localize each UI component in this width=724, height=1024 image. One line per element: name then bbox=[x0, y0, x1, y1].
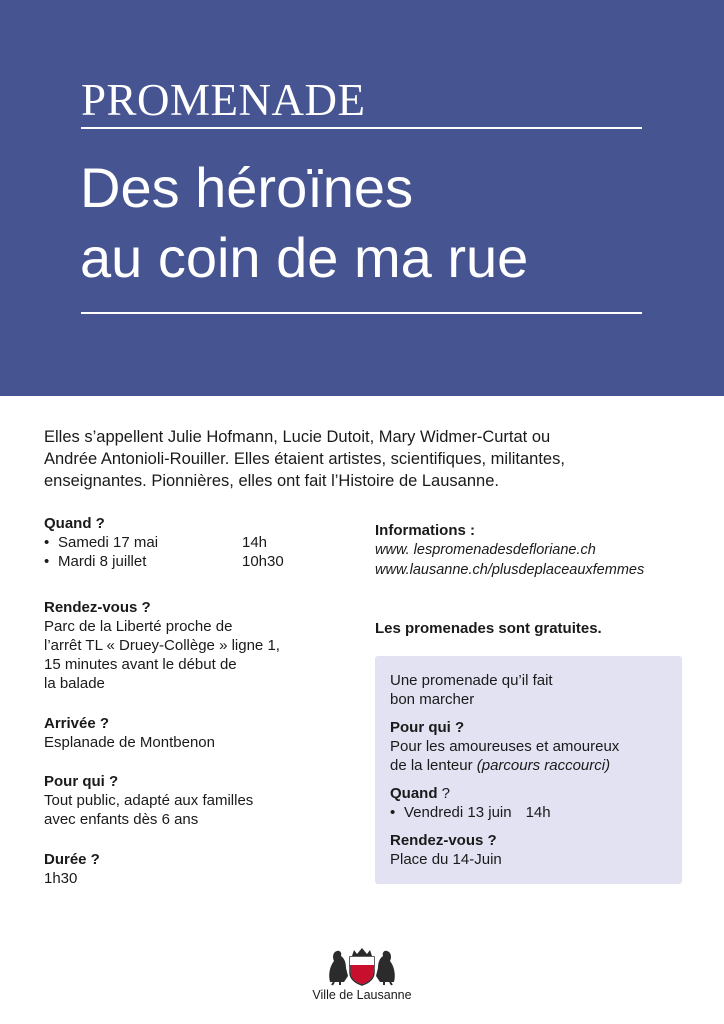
box-intro-line-2: bon marcher bbox=[390, 691, 475, 708]
schedule-time: 10h30 bbox=[242, 553, 284, 570]
header-banner bbox=[0, 0, 724, 396]
arrivee-heading: Arrivée ? bbox=[44, 715, 110, 732]
free-note: Les promenades sont gratuites. bbox=[375, 620, 602, 637]
arrivee-text: Esplanade de Montbenon bbox=[44, 734, 215, 751]
intro-line-2: Andrée Antonioli-Rouiller. Elles étaient artistes, scientifiques, militantes, bbox=[44, 450, 565, 468]
section-quand bbox=[44, 514, 284, 571]
informations-section bbox=[375, 521, 705, 580]
box-quand-heading bbox=[390, 784, 675, 803]
box-rdv-heading: Rendez-vous ? bbox=[390, 832, 497, 849]
schedule-row bbox=[44, 552, 284, 571]
quand-heading: Quand ? bbox=[44, 515, 105, 532]
intro-line-1: Elles s’appellent Julie Hofmann, Lucie Dutoit, Mary Widmer-Curtat ou bbox=[44, 428, 551, 446]
duree-heading: Durée ? bbox=[44, 851, 100, 868]
box-schedule-time: 14h bbox=[525, 804, 551, 821]
box-pourqui-plain: de la lenteur bbox=[390, 757, 477, 774]
informations-heading: Informations : bbox=[375, 522, 475, 539]
schedule-day: Samedi 17 mai bbox=[58, 534, 159, 551]
section-arrivee bbox=[44, 714, 215, 752]
pourqui-line: Tout public, adapté aux familles bbox=[44, 792, 254, 809]
info-link-lausanne[interactable]: www.lausanne.ch/plusdeplaceauxfemmes bbox=[375, 562, 645, 578]
box-schedule-day: Vendredi 13 juin bbox=[404, 804, 512, 821]
box-pourqui-heading: Pour qui ? bbox=[390, 719, 465, 736]
intro-paragraph bbox=[44, 426, 704, 492]
pourqui-line: avec enfants dès 6 ans bbox=[44, 811, 199, 828]
bullet-icon: • bbox=[44, 534, 50, 551]
schedule-row bbox=[44, 533, 284, 552]
rendezvous-line: Parc de la Liberté proche de bbox=[44, 618, 233, 635]
duree-text: 1h30 bbox=[44, 870, 78, 887]
section-pourqui bbox=[44, 772, 253, 829]
box-pourqui-line-2 bbox=[390, 756, 675, 775]
main-title bbox=[80, 153, 528, 293]
city-name: Ville de Lausanne bbox=[312, 988, 412, 1002]
bullet-icon: • bbox=[44, 553, 50, 570]
header-rule-bottom bbox=[81, 312, 642, 314]
box-intro-line-1: Une promenade qu’il fait bbox=[390, 672, 553, 689]
box-schedule-row bbox=[390, 803, 675, 822]
rendezvous-line: la balade bbox=[44, 675, 105, 692]
lausanne-coat-of-arms-icon bbox=[322, 946, 402, 986]
rendezvous-line: 15 minutes avant le début de bbox=[44, 656, 237, 673]
main-title-line-1: Des héroïnes bbox=[80, 156, 414, 219]
intro-line-3: enseignantes. Pionnières, elles ont fait l’Histoire de Lausanne. bbox=[44, 472, 499, 490]
box-quand-mark: ? bbox=[437, 785, 451, 802]
section-rendezvous bbox=[44, 598, 280, 693]
section-duree bbox=[44, 850, 100, 888]
box-pourqui-italic: (parcours raccourci) bbox=[476, 757, 611, 774]
box-quand-label: Quand bbox=[390, 785, 438, 802]
box-rdv-text: Place du 14-Juin bbox=[390, 851, 502, 868]
kicker-title: PROMENADE bbox=[81, 75, 366, 125]
box-pourqui-line-1: Pour les amoureuses et amoureux bbox=[390, 738, 620, 755]
schedule-time: 14h bbox=[242, 534, 268, 551]
info-link-floriane[interactable]: www. lespromenadesdefloriane.ch bbox=[375, 542, 596, 558]
schedule-day: Mardi 8 juillet bbox=[58, 553, 147, 570]
bullet-icon: • bbox=[390, 804, 396, 821]
rendezvous-heading: Rendez-vous ? bbox=[44, 599, 151, 616]
header-rule-top bbox=[81, 127, 642, 129]
rendezvous-line: l’arrêt TL « Druey-Collège » ligne 1, bbox=[44, 637, 280, 654]
short-walk-box bbox=[375, 656, 682, 884]
main-title-line-2: au coin de ma rue bbox=[80, 226, 529, 289]
pourqui-heading: Pour qui ? bbox=[44, 773, 119, 790]
